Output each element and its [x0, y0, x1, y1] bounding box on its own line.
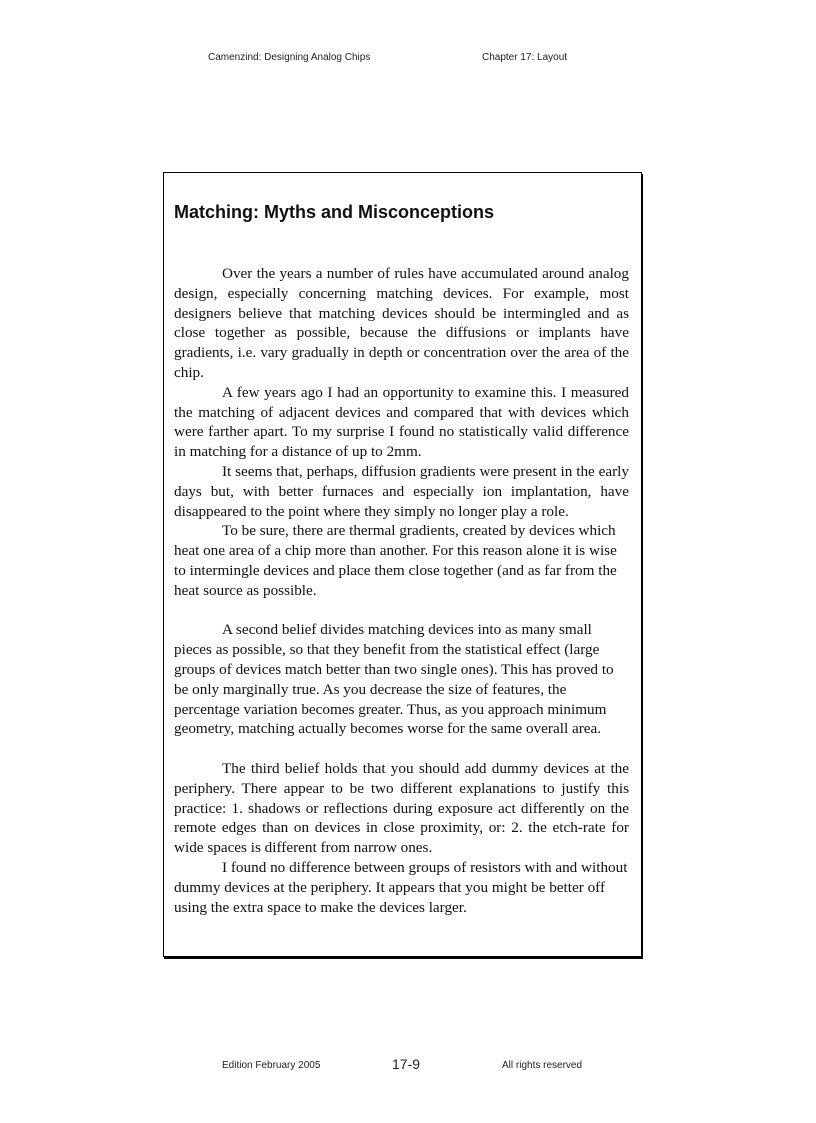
paragraph-diffusion-gradients: It seems that, perhaps, diffusion gradients were present in the early days but, with better furnaces and especially ion implantation, have disappeared to the point where they simply no longer play a role. [174, 462, 629, 520]
paragraph-rules-intro: Over the years a number of rules have accumulated around analog design, especially concerning matching devices. For example, most designers believe that matching devices should be intermingled and as close together as possible, because the diffusions or implants have gradients, i.e. vary gradually in depth or concentration over the area of the chip. [174, 265, 629, 381]
paragraph-dummy-devices-finding: I found no difference between groups of resistors with and without dummy devices at the periphery. It appears that you might be better off using the extra space to make the devices larger. [174, 858, 628, 916]
running-header-chapter: Chapter 17: Layout [482, 52, 568, 63]
sidebar-body [174, 264, 629, 917]
paragraph-experiment: A few years ago I had an opportunity to examine this. I measured the matching of adjacent devices and compared that with devices which were farther apart. To my surprise I found no statistically valid difference in matching for a distance of up to 2mm. [174, 383, 629, 461]
paragraph-third-belief: The third belief holds that you should add dummy devices at the periphery. There appear to be two different explanations to justify this practice: 1. shadows or reflections during exposure act differently on the remote edges than on devices in close proximity, or: 2. the etch-rate for wide spaces is different from narrow ones. [174, 759, 629, 857]
sidebar-title: Matching: Myths and Misconceptions [174, 202, 495, 222]
running-header-book-title: Camenzind: Designing Analog Chips [208, 52, 371, 63]
footer-rights: All rights reserved [502, 1060, 583, 1071]
footer-edition: Edition February 2005 [222, 1060, 321, 1071]
paragraph-thermal-gradients: To be sure, there are thermal gradients, created by devices which heat one area of a chip more than another. For this reason alone it is wise to intermingle devices and place them close together (and as far from the heat source as possible. [174, 522, 617, 599]
paragraph-second-belief: A second belief divides matching devices into as many small pieces as possible, so that they benefit from the statistical effect (large groups of devices match better than two single ones). This has proved to be only marginally true. As you decrease the size of features, the percentage variation becomes greater. Thus, as you approach minimum geometry, matching actually becomes worse for the same overall area. [174, 621, 614, 738]
footer-page-number: 17-9 [392, 1056, 421, 1072]
sidebar-box [163, 172, 642, 957]
